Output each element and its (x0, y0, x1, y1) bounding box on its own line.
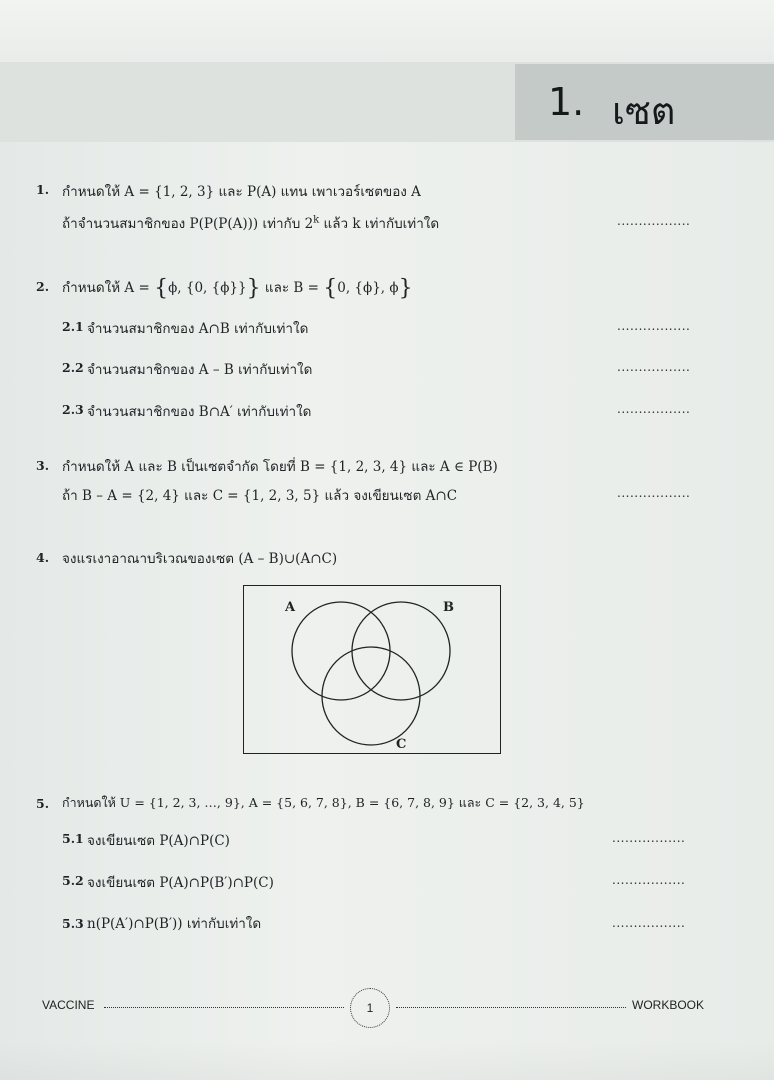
venn-circle-a (292, 602, 390, 700)
question-2-2-answer-blank: ................. (617, 360, 691, 374)
question-4-number: 4. (36, 550, 50, 565)
top-strip (0, 0, 774, 62)
question-2-text-b: และ B = (264, 280, 319, 296)
question-1-line-2-b: แล้ว k เท่ากับเท่าใด (323, 216, 440, 232)
brace-open-icon: { (154, 276, 169, 301)
question-2-3-number: 2.3 (62, 402, 84, 417)
venn-circle-b (352, 602, 450, 700)
set-a-elements: ϕ, {0, {ϕ}} (168, 280, 247, 296)
brace-close-icon: } (246, 276, 261, 301)
question-5-2-text: จงเขียนเซต P(A)∩P(B′)∩P(C) (87, 875, 274, 891)
question-1-number: 1. (36, 182, 50, 197)
question-1-exponent: k (313, 214, 320, 226)
question-3-number: 3. (36, 458, 50, 473)
question-3-answer-blank: ................. (617, 486, 691, 500)
page-number-text: 1 (366, 1001, 374, 1015)
venn-circle-c (322, 647, 420, 745)
question-2-line (62, 276, 413, 301)
venn-diagram (243, 585, 501, 754)
chapter-number: 1. (548, 80, 585, 124)
question-1-line-2 (62, 212, 439, 234)
question-5-number: 5. (36, 796, 50, 811)
question-5-1-number: 5.1 (62, 831, 84, 846)
question-5-line-1: กำหนดให้ U = {1, 2, 3, …, 9}, A = {5, 6, 7, 8}, B = {6, 7, 8, 9} และ C = {2, 3, 4, 5} (62, 795, 585, 810)
footer-workbook: WORKBOOK (632, 998, 705, 1012)
question-2-1-text: จำนวนสมาชิกของ A∩B เท่ากับเท่าใด (87, 321, 309, 337)
question-2-2-number: 2.2 (62, 360, 84, 375)
brace-open-icon: { (323, 276, 338, 301)
venn-diagram-svg (244, 586, 500, 753)
brace-close-icon: } (398, 276, 413, 301)
question-2-1-number: 2.1 (62, 319, 84, 334)
venn-label-a: A (285, 600, 296, 615)
question-5-3-answer-blank: ................. (612, 916, 686, 930)
question-1-answer-blank: ................. (617, 214, 691, 228)
question-5-3-number: 5.3 (62, 916, 84, 931)
venn-label-c: C (396, 737, 407, 752)
question-3-line-1: กำหนดให้ A และ B เป็นเซตจำกัด โดยที่ B = {1, 2, 3, 4} และ A ∈ P(B) (62, 459, 498, 475)
question-4-line-1: จงแรเงาอาณาบริเวณของเซต (A – B)∪(A∩C) (62, 551, 338, 567)
question-1-line-1: กำหนดให้ A = {1, 2, 3} และ P(A) แทน เพาเวอร์เซตของ A (62, 184, 421, 200)
question-5-2-number: 5.2 (62, 873, 84, 888)
question-2-3-text: จำนวนสมาชิกของ B∩A′ เท่ากับเท่าใด (87, 404, 312, 420)
page-number (350, 988, 390, 1028)
question-2-3-answer-blank: ................. (617, 402, 691, 416)
chapter-title: เซต (612, 89, 676, 133)
question-5-1-answer-blank: ................. (612, 831, 686, 845)
venn-label-b: B (443, 600, 454, 615)
question-2-text-a: กำหนดให้ A = (62, 280, 150, 296)
question-2-1-answer-blank: ................. (617, 319, 691, 333)
footer-dotted-line-left (104, 1007, 344, 1008)
question-2-2-text: จำนวนสมาชิกของ A – B เท่ากับเท่าใด (87, 362, 313, 378)
question-5-1-text: จงเขียนเซต P(A)∩P(C) (87, 833, 230, 849)
question-3-line-2: ถ้า B – A = {2, 4} และ C = {1, 2, 3, 5} แล้ว จงเขียนเซต A∩C (62, 488, 458, 504)
question-5-3-text: n(P(A′)∩P(B′)) เท่ากับเท่าใด (87, 916, 262, 932)
set-b-elements: 0, {ϕ}, ϕ (337, 280, 399, 296)
question-1-line-2-a: ถ้าจำนวนสมาชิกของ P(P(P(A))) เท่ากับ 2 (62, 216, 314, 232)
footer-dotted-line-right (396, 1007, 626, 1008)
question-5-2-answer-blank: ................. (612, 873, 686, 887)
footer-brand: VACCINE (42, 998, 95, 1012)
page-edge-shadow (0, 1040, 774, 1080)
question-2-number: 2. (36, 279, 50, 294)
